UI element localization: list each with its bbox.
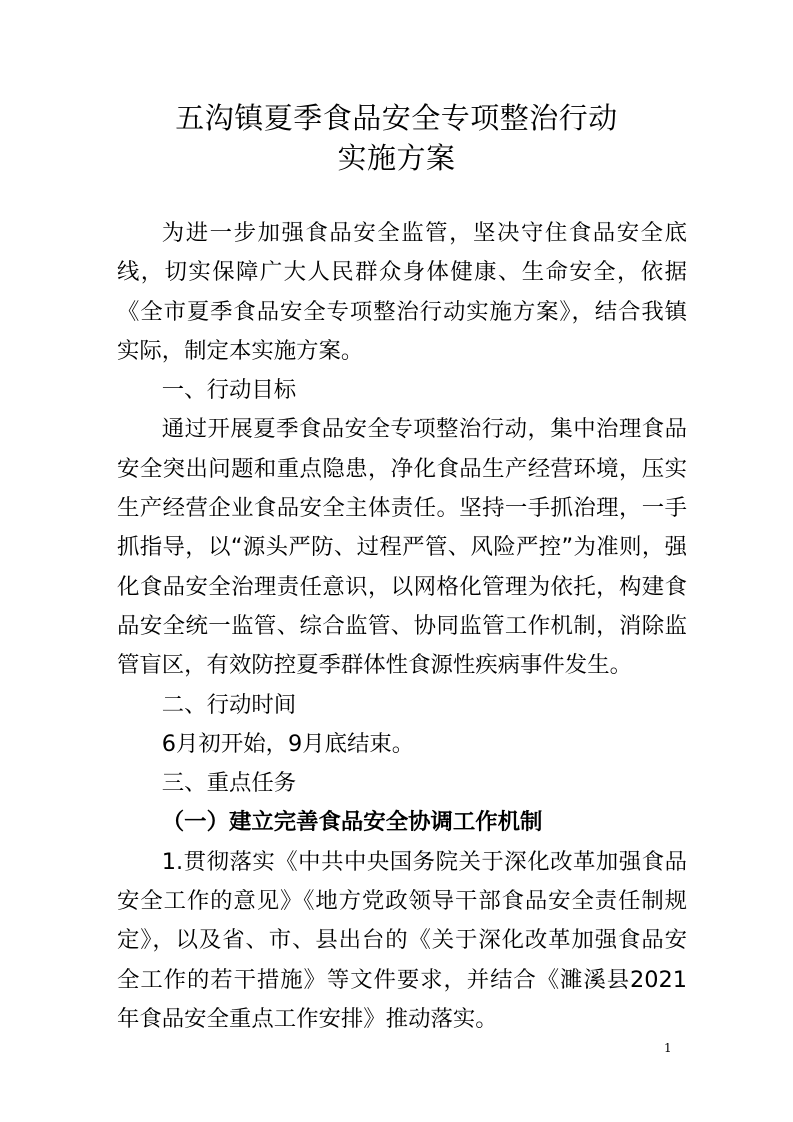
task-item-1: 1.贯彻落实《中共中央国务院关于深化改革加强食品安全工作的意见》《地方党政领导干部食品安全责任制规定》，以及省、市、县出台的《关于深化改革加强食品安全工作的若干措施》等文件要求，并结合《濉溪县2021年食品安全重点工作安排》推动落实。: [117, 848, 687, 1032]
intro-paragraph: 为进一步加强食品安全监管，坚决守住食品安全底线，切实保障广大人民群众身体健康、生命安全，依据《全市夏季食品安全专项整治行动实施方案》，结合我镇实际，制定本实施方案。: [117, 220, 687, 364]
section-heading-time: 二、行动时间: [161, 691, 297, 718]
section-heading-tasks: 三、重点任务: [161, 770, 297, 797]
document-body: [117, 214, 687, 1039]
page-number: 1: [664, 1041, 672, 1055]
document-title-line-1: 五沟镇夏季食品安全专项整治行动: [175, 101, 618, 135]
section-heading-goals: 一、行动目标: [161, 377, 297, 404]
goals-paragraph: 通过开展夏季食品安全专项整治行动，集中治理食品安全突出问题和重点隐患，净化食品生产经营环境，压实生产经营企业食品安全主体责任。坚持一手抓治理，一手抓指导，以“源头严防、过程严管、风险严控”为准则，强化食品安全治理责任意识，以网格化管理为依托，构建食品安全统一监管、综合监管、协同监管工作机制，消除监管盲区，有效防控夏季群体性食源性疾病事件发生。: [117, 416, 687, 679]
document-title-line-2: 实施方案: [337, 141, 456, 175]
subsection-heading-mechanism: （一）建立完善食品安全协调工作机制: [161, 809, 543, 836]
time-paragraph: 6月初开始，9月底结束。: [161, 730, 415, 757]
